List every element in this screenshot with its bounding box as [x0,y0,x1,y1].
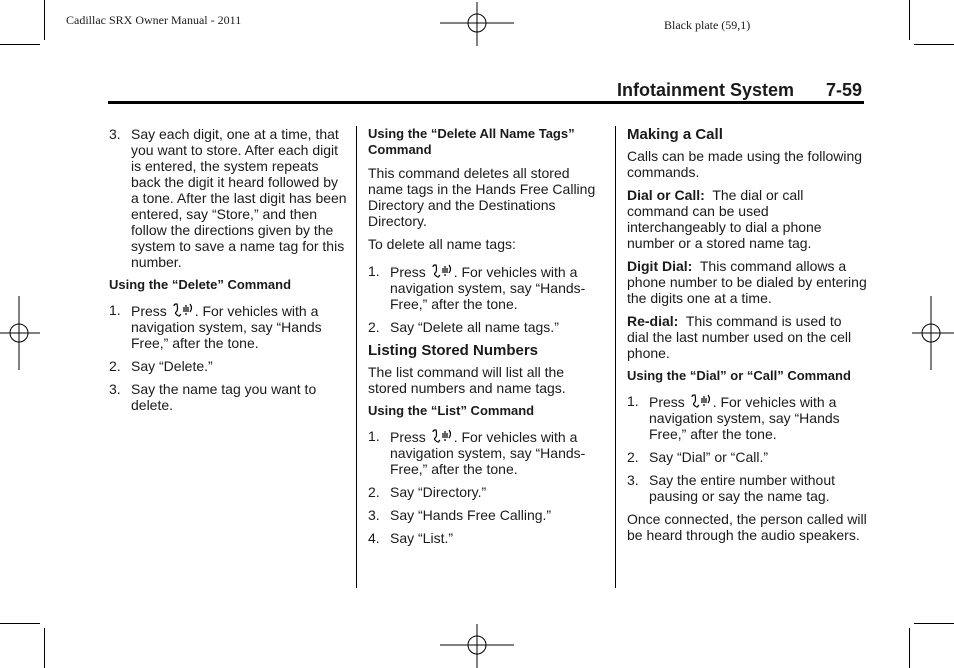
list-item: 4. Say “List.” [368,530,454,546]
registration-target-icon [0,296,40,370]
list-item: 1. Press . For vehicles with a navigation system, say “Hands Free,” after the tone. [109,302,322,351]
push-to-talk-icon [430,263,454,279]
manual-title: Cadillac SRX Owner Manual - 2011 [66,13,242,27]
definition-paragraph: Digit Dial: This command allows a phone number to be dialed by entering the digits one at a time. [627,258,867,306]
list-item: 1. Press . For vehicles with a navigation system, say “Hands Free,” after the tone. [627,393,840,442]
subsection-heading: Using the “Delete” Command [109,277,292,292]
list-item: 3. Say each digit, one at a time, that you want to store. After each digit is entered, the system repeats back the digit it heard followed by a tone. After the last digit has been entered, say “Store,” and then follow the directions given by the system to save a name tag for this number. [109,126,347,270]
term: Re-dial: [627,313,679,329]
delete-steps-list [109,302,349,413]
crop-mark [44,0,45,40]
list-item: 2. Say “Directory.” [368,484,487,500]
header-rule [108,101,864,104]
definition-paragraph: Re-dial: This command is used to dial the last number used on the cell phone. [627,313,852,361]
delete-all-steps-list [368,263,604,335]
page-number: 7-59 [826,80,863,100]
crop-mark [914,623,954,624]
list-steps-list [368,428,604,546]
push-to-talk-icon [689,393,713,409]
section-title: Infotainment System [616,80,794,100]
crop-mark [0,44,40,45]
term: Digit Dial: [627,258,693,274]
list-item: 3. Say the entire number without pausing or say the name tag. [627,472,835,504]
subsection-heading: Using the “Delete All Name Tags” Command [368,126,575,157]
paragraph: To delete all name tags: [368,236,516,252]
crop-mark [44,628,45,668]
section-heading: Listing Stored Numbers [368,342,539,359]
column-3 [627,126,867,550]
column-2 [368,126,604,553]
push-to-talk-icon [171,302,195,318]
crop-mark [909,628,910,668]
definition-paragraph: Dial or Call: The dial or call command can be used interchangeably to dial a phone number or a stored name tag. [627,187,822,251]
store-steps-list [109,126,349,270]
paragraph: Calls can be made using the following commands. [627,148,863,180]
list-item: 3. Say the name tag you want to delete. [109,381,317,413]
push-to-talk-icon [430,428,454,444]
section-heading: Making a Call [627,126,723,143]
registration-target-icon [912,296,954,370]
plate-label: Black plate (59,1) [664,18,751,32]
subsection-heading: Using the “List” Command [368,403,535,418]
column-divider [615,126,616,588]
list-item: 2. Say “Delete.” [109,358,213,374]
column-1 [109,126,349,420]
crop-mark [914,44,954,45]
crop-mark [909,0,910,40]
list-item: 3. Say “Hands Free Calling.” [368,507,552,523]
registration-target-icon [440,2,514,46]
column-divider [356,126,357,588]
list-item: 1. Press . For vehicles with a navigation system, say “Hands-Free,” after the tone. [368,263,586,312]
list-item: 2. Say “Delete all name tags.” [368,319,559,335]
term: Dial or Call: [627,187,705,203]
list-item: 2. Say “Dial” or “Call.” [627,449,769,465]
paragraph: This command deletes all stored name tags in the Hands Free Calling Directory and the Destinations Directory. [368,165,596,229]
dial-call-steps-list [627,393,867,504]
list-item: 1. Press . For vehicles with a navigation system, say “Hands-Free,” after the tone. [368,428,586,477]
paragraph: Once connected, the person called will be heard through the audio speakers. [627,511,867,543]
crop-mark [0,623,40,624]
paragraph: The list command will list all the stored numbers and name tags. [368,364,566,396]
step-text: Say each digit, one at a time, that you want to store. After each digit is entered, the system repeats back the digit it heard followed by a tone. After the last digit has been entered, say “Store,” and then follow the directions given by the system to save a name tag for this number. [131,126,347,270]
registration-target-icon [440,624,514,668]
subsection-heading: Using the “Dial” or “Call” Command [627,368,851,383]
